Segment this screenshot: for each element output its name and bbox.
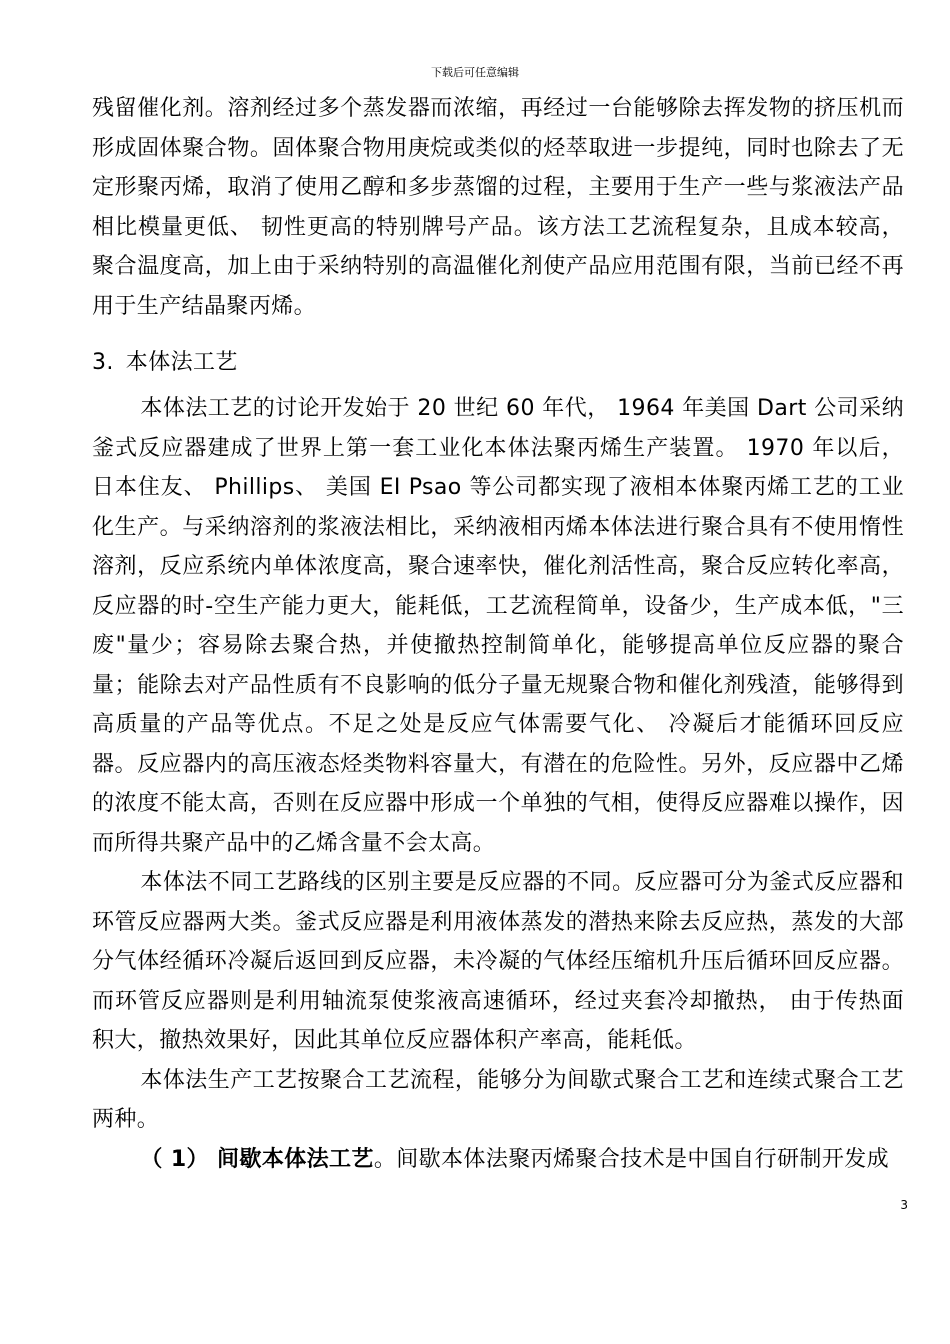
paragraph-process-classification: 本体法生产工艺按聚合工艺流程，能够分为间歇式聚合工艺和连续式聚合工艺两种。 (92, 1067, 904, 1132)
page-number: 3 (900, 1198, 908, 1212)
paragraph-reactor-types: 本体法不同工艺路线的区别主要是反应器的不同。反应器可分为釜式反应器和环管反应器两大类。釜式反应器是利用液体蒸发的潜热来除去反应热，蒸发的大部分气体经循环冷凝后返回到反应器，未冷凝的气体经压缩机升压后循环回反应器。而环管反应器则是利用轴流泵使浆液高速循环，经过夹套冷却撤热， 由于传热面积大，撤热效果好，因此其单位反应器体积产率高，能耗低。 (92, 870, 904, 1053)
paragraph-intro: 残留催化剂。溶剂经过多个蒸发器而浓缩，再经过一台能够除去挥发物的挤压机而形成固体聚合物。固体聚合物用庚烷或类似的烃萃取进一步提纯，同时也除去了无定形聚丙烯，取消了使用乙醇和多步蒸馏的过程，主要用于生产一些与浆液法产品相比模量更低、 韧性更高的特别牌号产品。该方法工艺流程复杂，且成本较高，聚合温度高，加上由于采纳特别的高温催化剂使产品应用范围有限，当前已经不再用于生产结晶聚丙烯。 (92, 96, 904, 319)
batch-process-lead: （ 1） 间歇本体法工艺 (140, 1146, 374, 1172)
section-title: 本体法工艺 (125, 350, 238, 375)
document-body (92, 89, 904, 1179)
section-number: 3. (92, 350, 114, 375)
batch-process-text: 。间歇本体法聚丙烯聚合技术是中国自行研制开发成 (373, 1146, 890, 1172)
paragraph-bulk-process-history: 本体法工艺的讨论开发始于 20 世纪 60 年代， 1964 年美国 Dart 公司采纳釜式反应器建成了世界上第一套工业化本体法聚丙烯生产装置。 1970 年以后， 日本住友、 Phillips、 美国 EI Psao 等公司都实现了液相本体聚丙烯工艺的工业化生产。与采纳溶剂的浆液法相比，采纳液相丙烯本体法进行聚合具有不使用惰性溶剂，反应系统内单体浓度高，聚合速率快，催化剂活性高，聚合反应转化率高，反应器的时-空生产能力更大，能耗低，工艺流程简单，设备少，生产成本低，"三废"量少；容易除去聚合热，并使撤热控制简单化，能够提高单位反应器的聚合量；能除去对产品性质有不良影响的低分子量无规聚合物和催化剂残渣，能够得到高质量的产品等优点。不足之处是反应气体需要气化、 冷凝后才能循环回反应器。反应器内的高压液态烃类物料容量大，有潜在的危险性。另外，反应器中乙烯的浓度不能太高，否则在反应器中形成一个单独的气相，使得反应器难以操作，因而所得共聚产品中的乙烯含量不会太高。 (92, 396, 904, 856)
paragraph-batch-process (92, 1140, 904, 1180)
page-header: 下载后可任意编辑 (431, 66, 519, 79)
section-heading (92, 326, 904, 389)
